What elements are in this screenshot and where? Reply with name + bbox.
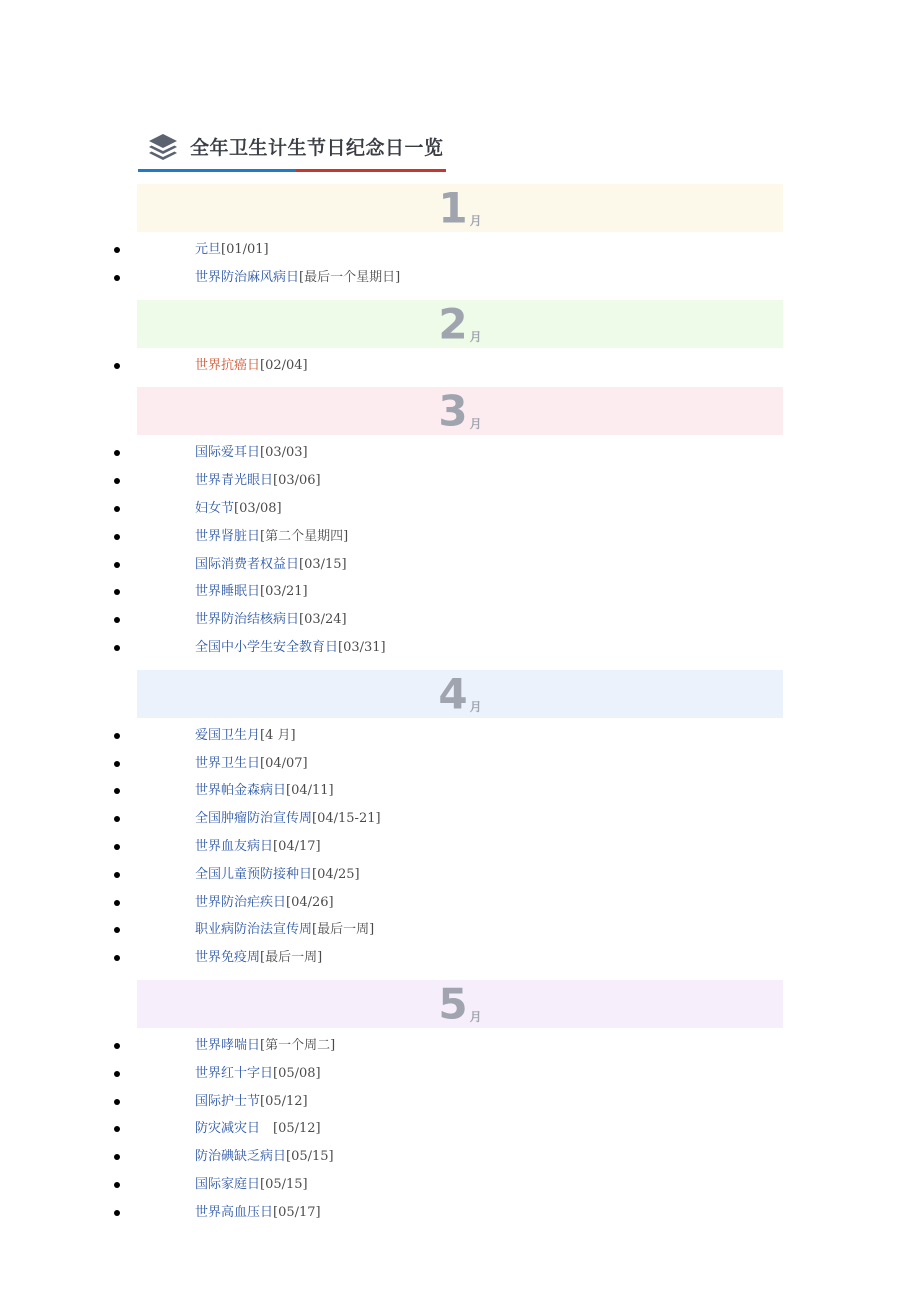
month-header-2 (137, 300, 783, 348)
list-item (0, 551, 920, 579)
bullet-icon (114, 1182, 120, 1188)
holiday-date: [第一个周二] (260, 1037, 336, 1053)
list-item (0, 439, 920, 467)
list-item (0, 352, 920, 380)
holiday-link[interactable] (195, 1171, 308, 1199)
bullet-icon (114, 617, 120, 623)
holiday-link[interactable] (195, 264, 400, 292)
holiday-name: 世界高血压日 (195, 1204, 274, 1220)
holiday-link[interactable] (195, 1088, 308, 1116)
holiday-name: 防治碘缺乏病日 (195, 1149, 287, 1165)
holiday-name: 防灾减灾日 (195, 1121, 261, 1137)
holiday-date: [最后一周] (260, 950, 323, 966)
bullet-icon (114, 788, 120, 794)
holiday-date: [04/17] (273, 838, 321, 854)
holiday-date: [03/15] (299, 556, 347, 572)
bullet-icon (114, 589, 120, 595)
holiday-link[interactable] (195, 777, 334, 805)
holiday-name: 世界红十字日 (195, 1065, 274, 1081)
month-4-list (0, 722, 920, 972)
month-number: 5 (438, 979, 468, 1029)
holiday-name: 国际消费者权益日 (195, 556, 300, 572)
holiday-name: 世界防治结核病日 (195, 612, 300, 628)
holiday-name: 世界血友病日 (195, 838, 274, 854)
holiday-link[interactable] (195, 861, 360, 889)
bullet-icon (114, 1126, 120, 1132)
bullet-icon (114, 733, 120, 739)
holiday-name: 职业病防治法宣传周 (195, 922, 313, 938)
bullet-icon (114, 844, 120, 850)
month-number: 2 (438, 299, 468, 349)
holiday-date: [03/03] (260, 445, 308, 461)
holiday-link[interactable] (195, 805, 381, 833)
holiday-name: 世界防治疟疾日 (195, 894, 287, 910)
holiday-name: 世界抗癌日 (195, 357, 261, 373)
bullet-icon (114, 275, 120, 281)
holiday-date: [05/15] (260, 1176, 308, 1192)
holiday-name: 世界免疫周 (195, 950, 261, 966)
holiday-name: 全国肿瘤防治宣传周 (195, 811, 313, 827)
holiday-link[interactable] (195, 833, 321, 861)
bullet-icon (114, 506, 120, 512)
holiday-date: [03/31] (338, 639, 386, 655)
holiday-list (0, 184, 920, 1235)
holiday-name: 国际家庭日 (195, 1176, 261, 1192)
holiday-link[interactable] (195, 1060, 321, 1088)
bullet-icon (114, 645, 120, 651)
list-item (0, 1060, 920, 1088)
holiday-date: [第二个星期四] (260, 528, 349, 544)
holiday-date: [03/06] (273, 473, 321, 489)
month-number: 4 (438, 669, 468, 719)
holiday-link[interactable] (195, 495, 282, 523)
bullet-icon (114, 450, 120, 456)
list-item (0, 236, 920, 264)
bullet-icon (114, 761, 120, 767)
bullet-icon (114, 1210, 120, 1216)
month-header-3 (137, 387, 783, 435)
month-unit: 月 (469, 1009, 482, 1024)
holiday-name: 世界帕金森病日 (195, 783, 287, 799)
holiday-date: [01/01] (221, 242, 269, 257)
holiday-name: 国际爱耳日 (195, 445, 261, 461)
holiday-date: [05/15] (286, 1149, 334, 1165)
month-3-list (0, 439, 920, 661)
list-item (0, 889, 920, 917)
list-item (0, 833, 920, 861)
holiday-name: 世界睡眠日 (195, 584, 261, 600)
bullet-icon (114, 955, 120, 961)
list-item (0, 495, 920, 523)
holiday-name: 世界肾脏日 (195, 528, 261, 544)
list-item (0, 606, 920, 634)
bullet-icon (114, 534, 120, 540)
holiday-name: 爱国卫生月 (195, 727, 261, 743)
holiday-date: [05/12] (260, 1093, 308, 1109)
holiday-date: [04/26] (286, 894, 334, 910)
holiday-date: [最后一个星期日] (299, 269, 401, 285)
holiday-date: [4 月] (260, 727, 296, 743)
holiday-link[interactable] (195, 523, 348, 551)
holiday-date: [04/25] (312, 866, 360, 882)
month-number: 3 (438, 386, 468, 436)
list-item (0, 916, 920, 944)
bullet-icon (114, 872, 120, 878)
holiday-name: 世界卫生日 (195, 755, 261, 771)
list-item (0, 944, 920, 972)
bullet-icon (114, 1154, 120, 1160)
holiday-date: [02/04] (260, 357, 308, 373)
list-item (0, 722, 920, 750)
month-unit: 月 (469, 329, 482, 344)
holiday-date: [最后一周] (312, 922, 375, 938)
month-2-list (0, 352, 920, 380)
bullet-icon (114, 1071, 120, 1077)
holiday-link[interactable] (195, 606, 347, 634)
holiday-name: 元旦 (195, 242, 222, 257)
header-underline (138, 169, 446, 172)
list-item (0, 467, 920, 495)
holiday-link[interactable] (195, 439, 308, 467)
underline-blue-segment (138, 169, 296, 172)
holiday-link[interactable] (195, 889, 334, 917)
holiday-link[interactable] (195, 352, 308, 380)
holiday-date: [05/17] (273, 1204, 321, 1220)
list-item (0, 523, 920, 551)
month-unit: 月 (469, 214, 482, 228)
month-label (137, 670, 783, 718)
holiday-date: [04/15-21] (312, 811, 381, 827)
holiday-link[interactable] (195, 750, 308, 778)
holiday-name: 全国中小学生安全教育日 (195, 639, 339, 655)
month-1-list (0, 236, 920, 292)
month-unit: 月 (469, 417, 482, 432)
list-item (0, 1115, 920, 1143)
list-item (0, 750, 920, 778)
list-item (0, 634, 920, 662)
holiday-name: 国际护士节 (195, 1093, 261, 1109)
list-item (0, 861, 920, 889)
holiday-link[interactable] (195, 1032, 335, 1060)
bullet-icon (114, 247, 120, 253)
holiday-name: 世界青光眼日 (195, 473, 274, 489)
holiday-link[interactable] (195, 916, 374, 944)
holiday-date: [03/21] (260, 584, 308, 600)
month-label (137, 184, 783, 232)
bullet-icon (114, 1099, 120, 1105)
holiday-link[interactable] (195, 944, 322, 972)
bullet-icon (114, 1043, 120, 1049)
list-item (0, 264, 920, 292)
holiday-link[interactable] (195, 578, 308, 606)
bullet-icon (114, 562, 120, 568)
list-item (0, 1032, 920, 1060)
month-header-1 (137, 184, 783, 232)
holiday-link[interactable] (195, 1115, 321, 1143)
page-header (138, 124, 446, 172)
month-number: 1 (438, 183, 468, 233)
holiday-date: [05/08] (273, 1065, 321, 1081)
layers-icon (146, 130, 180, 164)
holiday-link[interactable] (195, 722, 296, 750)
holiday-date: [04/07] (260, 755, 308, 771)
list-item (0, 1143, 920, 1171)
page-title: 全年卫生计生节日纪念日一览 (190, 137, 444, 159)
holiday-link[interactable] (195, 634, 386, 662)
month-label (137, 300, 783, 348)
bullet-icon (114, 363, 120, 369)
holiday-link[interactable] (195, 1199, 321, 1227)
month-unit: 月 (469, 699, 482, 714)
list-item (0, 1171, 920, 1199)
holiday-link[interactable] (195, 467, 321, 495)
bullet-icon (114, 900, 120, 906)
bullet-icon (114, 478, 120, 484)
holiday-name: 全国儿童预防接种日 (195, 866, 313, 882)
holiday-date: [05/12] (260, 1121, 321, 1137)
list-item (0, 805, 920, 833)
month-label (137, 980, 783, 1028)
month-header-5 (137, 980, 783, 1028)
holiday-name: 世界哮喘日 (195, 1037, 261, 1053)
holiday-link[interactable] (195, 551, 347, 579)
list-item (0, 578, 920, 606)
bullet-icon (114, 816, 120, 822)
bullet-icon (114, 927, 120, 933)
list-item (0, 1199, 920, 1227)
month-label (137, 387, 783, 435)
holiday-date: [03/08] (234, 500, 282, 516)
underline-red-segment (296, 169, 446, 172)
holiday-link[interactable] (195, 236, 269, 264)
holiday-date: [03/24] (299, 612, 347, 628)
list-item (0, 1088, 920, 1116)
holiday-name: 妇女节 (195, 500, 235, 516)
list-item (0, 777, 920, 805)
holiday-date: [04/11] (286, 783, 334, 799)
holiday-link[interactable] (195, 1143, 334, 1171)
holiday-name: 世界防治麻风病日 (195, 269, 300, 285)
month-5-list (0, 1032, 920, 1227)
month-header-4 (137, 670, 783, 718)
